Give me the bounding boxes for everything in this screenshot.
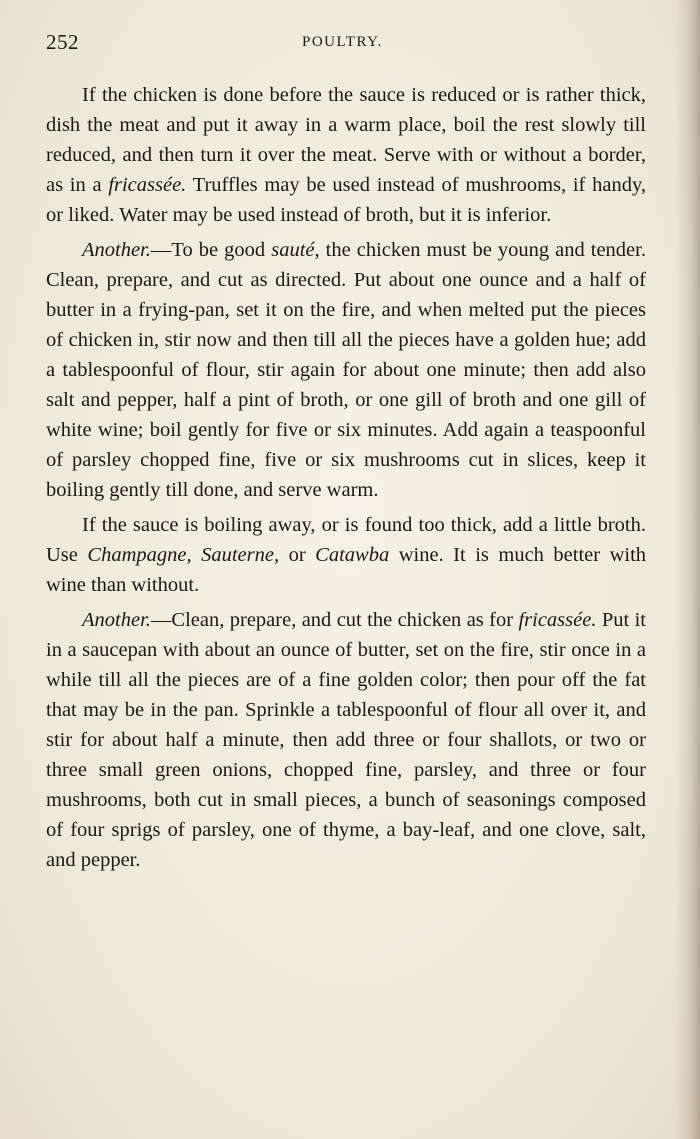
italic-term-another: Another. (82, 239, 151, 261)
italic-term-fricassee: fricassée. (108, 174, 187, 196)
page-number: 252 (46, 30, 79, 54)
italic-term-fricassee: fricassée. (518, 609, 597, 631)
page-body (46, 80, 646, 875)
page-gutter-shadow (674, 0, 700, 1139)
page-header (46, 30, 646, 58)
text-segment: If the chicken is done before the sauce is reduced or is rather thick, dish the meat and put it away in a warm place, boil the rest slowly till reduced, and then turn it over the meat. Serve with or without a border, as in a (46, 84, 646, 196)
italic-term-another: Another. (82, 609, 151, 631)
paragraph-1 (46, 80, 646, 230)
text-segment: If the sauce is boiling away, or is found too thick, add a little broth. Use (46, 514, 646, 566)
running-head: POULTRY. (302, 34, 383, 50)
italic-term-sauterne: Sauterne, (201, 544, 280, 566)
italic-term-champagne: Champagne, (87, 544, 192, 566)
text-segment (192, 544, 202, 566)
italic-term-saute: sauté, (271, 239, 320, 261)
text-segment: —Clean, prepare, and cut the chicken as for (150, 609, 519, 631)
text-segment: the chicken must be young and tender. Clean, prepare, and cut as directed. Put about one ounce and a half of butter in a frying-pan, set it on the fire, and when melted put the pieces of chicken in, stir now and then till all the pieces have a golden hue; add a tablespoonful of flour, stir again for about one minute; then add also salt and pepper, half a pint of broth, or one gill of broth and one gill of white wine; boil gently for five or six minutes. Add again a teaspoonful of parsley chopped fine, five or six mushrooms cut in slices, keep it boiling gently till done, and serve warm. (46, 239, 646, 501)
text-segment: Truffles may be used instead of mushrooms, if handy, or liked. Water may be used instead of broth, but it is inferior. (46, 174, 647, 226)
text-segment: —To be good (150, 239, 272, 261)
text-segment: Put it in a saucepan with about an ounce of butter, set on the fire, stir once in a while till all the pieces are of a fine golden color; then pour off the fat that may be in the pan. Sprinkle a tablespoonful of flour all over it, and stir for about half a minute, then add three or four shallots, or two or three small green onions, chopped fine, parsley, and three or four mushrooms, both cut in small pieces, a bunch of seasonings composed of four sprigs of parsley, one of thyme, a bay-leaf, and one clove, salt, and pepper. (46, 609, 646, 871)
paragraph-4 (46, 605, 646, 875)
text-segment: or (279, 544, 316, 566)
paragraph-3 (46, 510, 646, 600)
text-segment: wine. It is much better with wine than without. (46, 544, 647, 596)
italic-term-catawba: Catawba (315, 544, 390, 566)
paragraph-2 (46, 235, 646, 505)
